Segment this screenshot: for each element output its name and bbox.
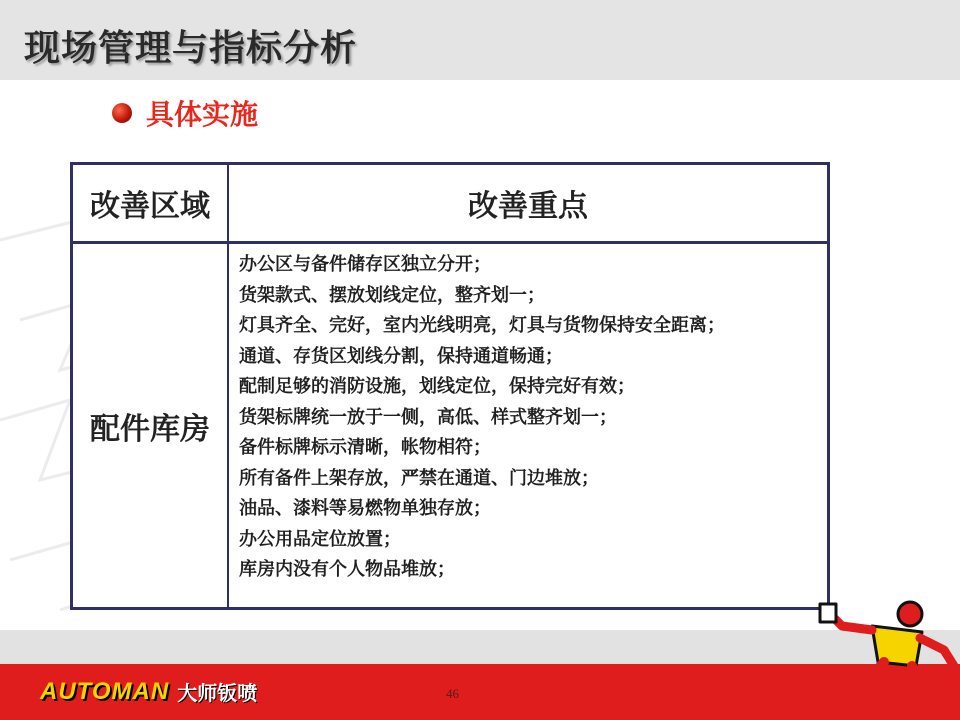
points-cell (228, 243, 829, 609)
list-item: 所有备件上架存放，严禁在通道、门边堆放； (239, 467, 599, 489)
list-item: 配制足够的消防设施，划线定位，保持完好有效； (239, 376, 635, 397)
title-bar (0, 0, 960, 80)
logo-english: AUTOMAN (40, 677, 170, 705)
header-area: 改善区域 (72, 164, 229, 243)
area-cell: 配件库房 (72, 243, 229, 609)
bullet-icon (112, 103, 132, 123)
list-item: 办公用品定位放置； (239, 528, 401, 550)
logo-chinese: 大师钣喷 (177, 681, 258, 705)
slide-title: 现场管理与指标分析 (24, 28, 358, 69)
list-item: 油品、漆料等易燃物单独存放； (239, 498, 491, 519)
improvement-table (70, 162, 830, 610)
company-logo (40, 677, 257, 706)
table-header-row (72, 164, 829, 243)
bullet-heading (112, 96, 258, 130)
bullet-label: 具体实施 (146, 98, 259, 131)
running-mascot-icon (812, 596, 960, 720)
list-item: 办公区与备件储存区独立分开； (239, 254, 491, 275)
list-item: 通道、存货区划线分割，保持通道畅通； (239, 345, 563, 367)
header-focus: 改善重点 (228, 164, 829, 243)
page-number: 46 (446, 686, 459, 701)
list-item: 货架款式、摆放划线定位，整齐划一； (239, 284, 545, 306)
list-item: 货架标牌统一放于一侧，高低、样式整齐划一； (239, 406, 617, 428)
list-item: 灯具齐全、完好，室内光线明亮，灯具与货物保持安全距离； (239, 315, 725, 336)
list-item: 备件标牌标示清晰，帐物相符； (239, 437, 491, 458)
table-row (72, 243, 829, 609)
list-item: 库房内没有个人物品堆放； (239, 559, 455, 580)
